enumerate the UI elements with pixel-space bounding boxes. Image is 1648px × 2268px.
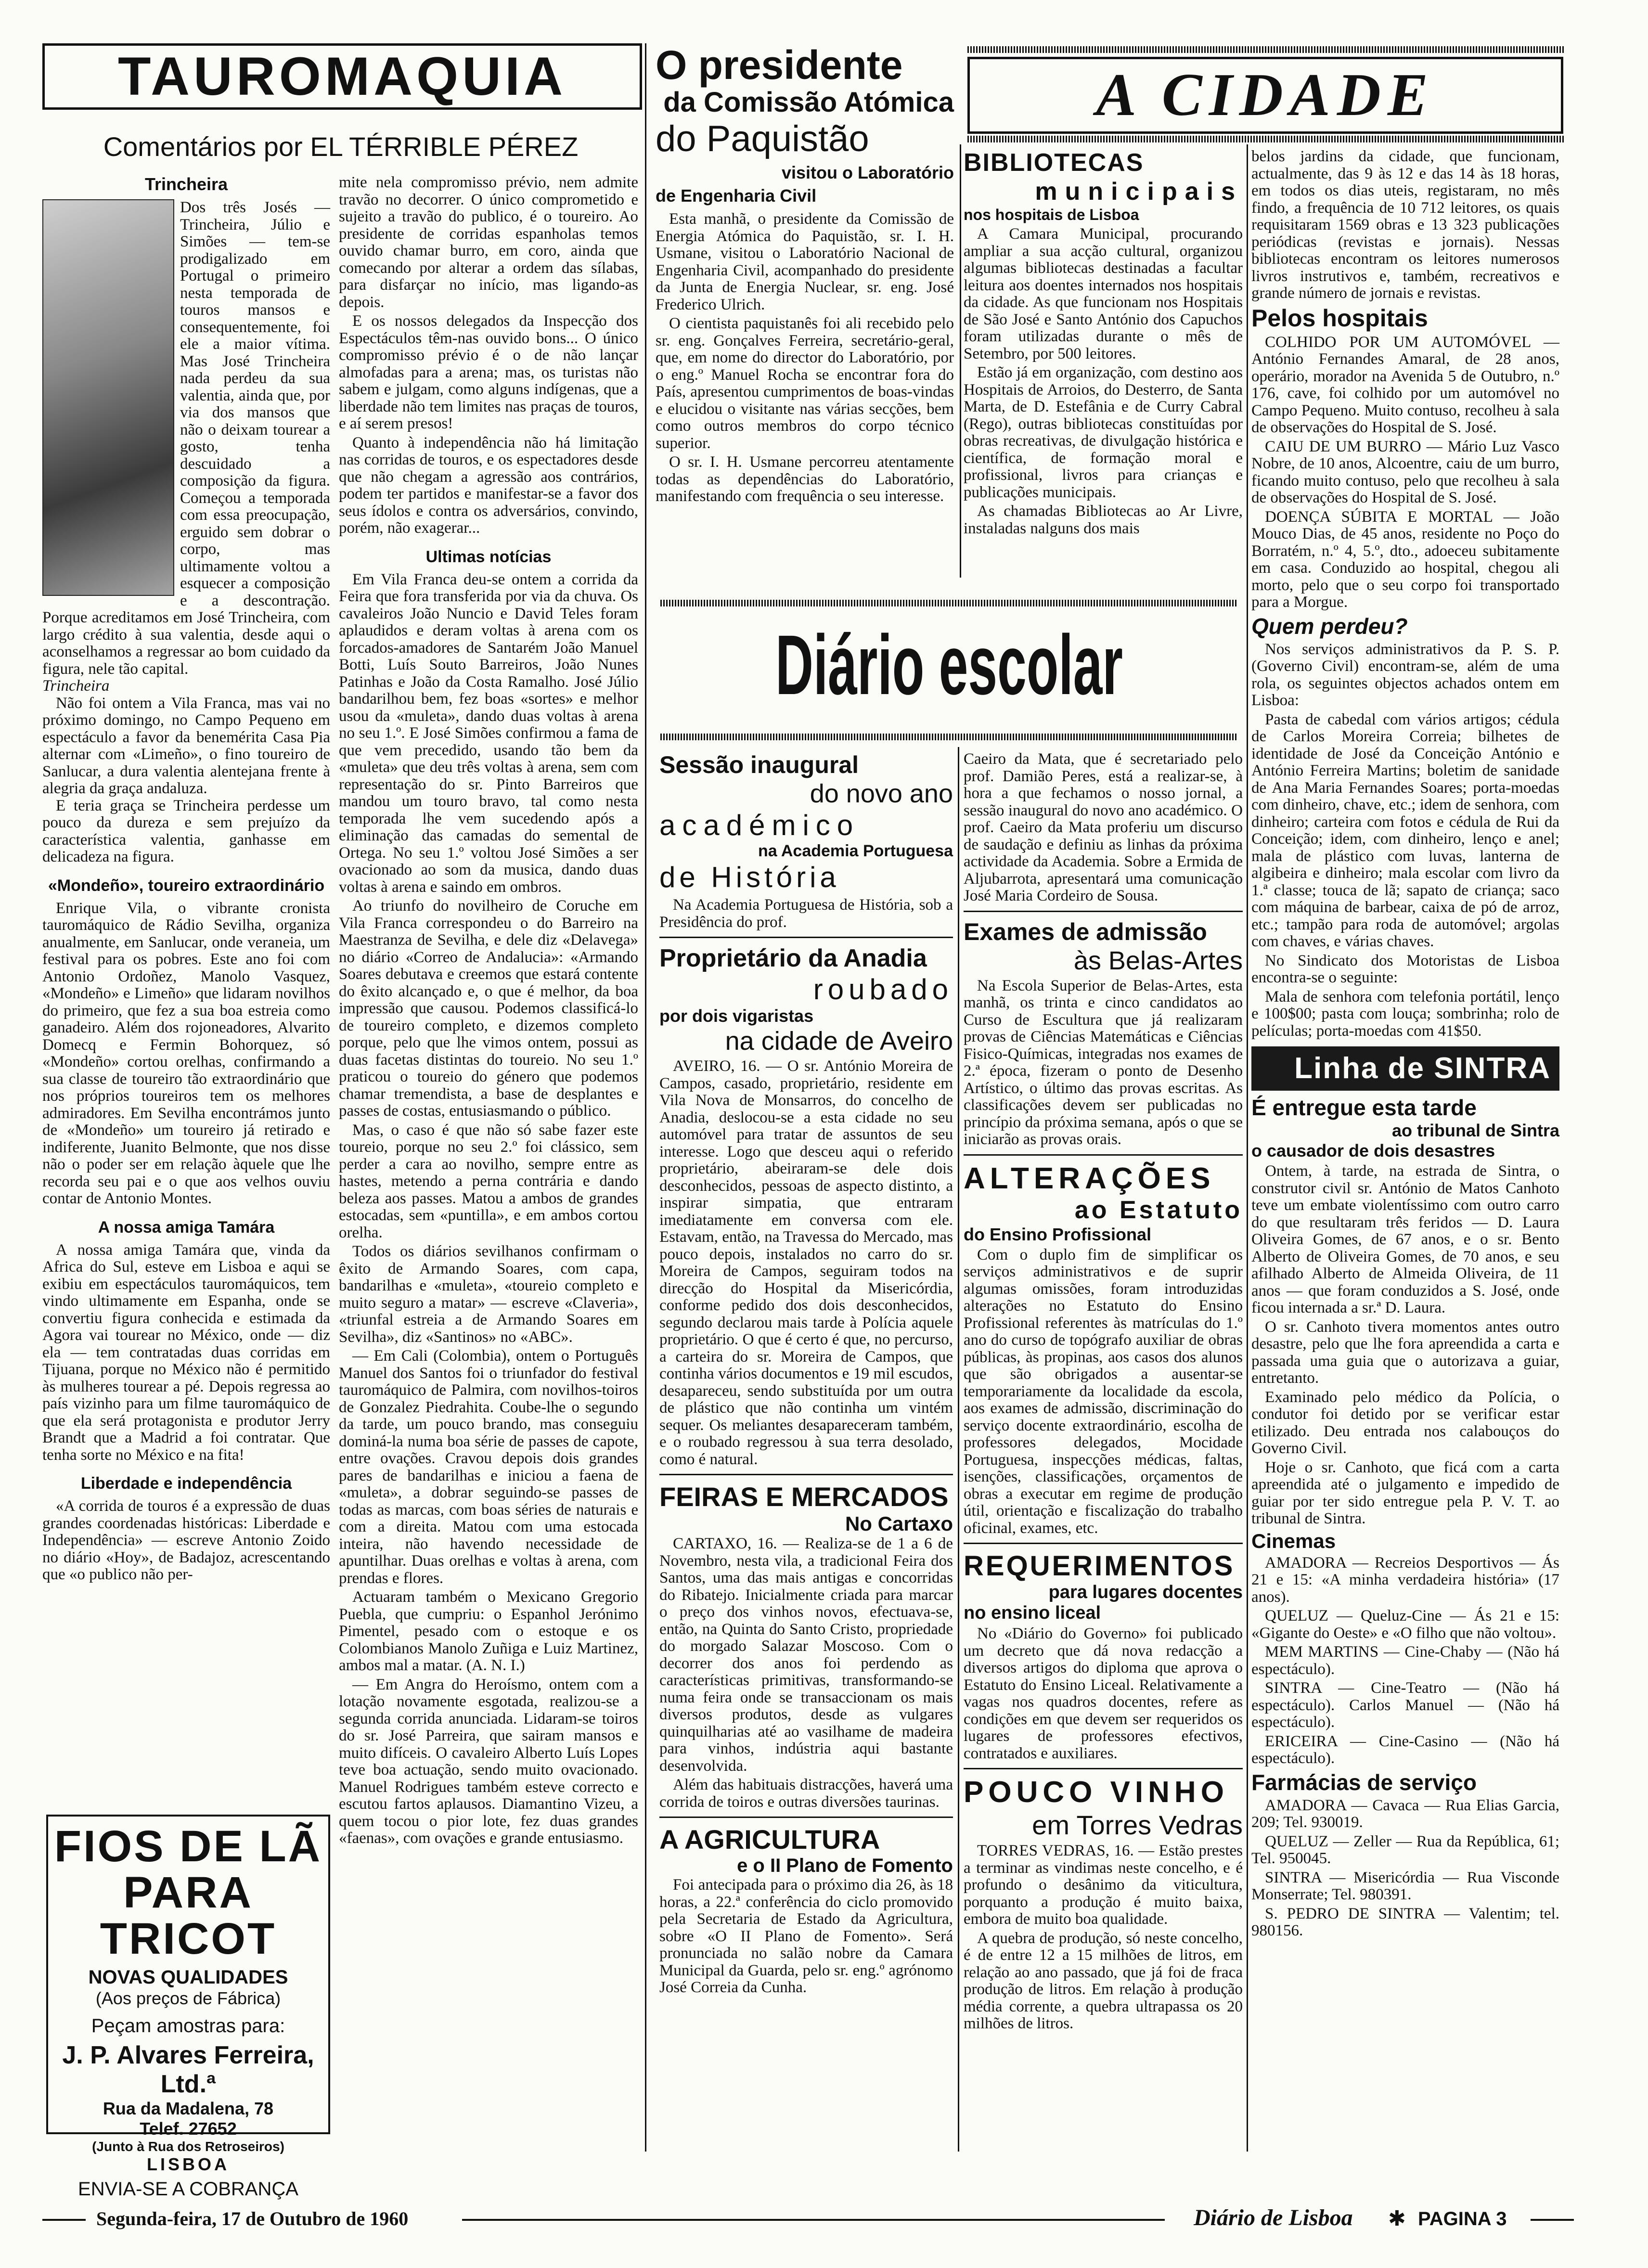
footer-line-left	[42, 2219, 86, 2221]
feiras-h1: FEIRAS E MERCADOS	[659, 1482, 949, 1512]
perdeu-heading: Quem perdeu?	[1251, 613, 1408, 639]
divider-1	[645, 43, 646, 2152]
cidade-top-bar	[967, 46, 1564, 53]
sessao-body: Na Academia Portuguesa de História, sob a Presidência do prof.	[659, 896, 953, 931]
divider-requerimentos	[964, 1543, 1243, 1544]
ad-line2: PARA TRICOT	[100, 1868, 277, 1963]
sessao-cont: Caeiro da Mata, que é secretariado pelo prof. Damião Peres, está a realizar-se, à hora a que fechamos o nosso jornal, a sessão inaugural do novo ano académico. O prof. Caeiro da Mata proferiu um discurso de saudação e definiu as linhas da próxima actividade da Academia. Sobre a Ermida de Aljubarrota, apresentará uma comunicação José Maria Cordeiro de Sousa.	[964, 750, 1243, 904]
ad-line10: LISBOA	[146, 2154, 230, 2174]
col2-p3: Quanto à independência não há limitação nas corridas de touros, e os espectadores desde que não chegam a agressão aos contrários, podem ter partidos e manifestar-se a favor dos seus ídolos e contra os adversários, convindo, porém, não exagerar...	[339, 434, 638, 537]
sessao-h2: do novo ano	[810, 779, 953, 808]
farm-p4: S. PEDRO DE SINTRA — Valentim; tel. 980156.	[1251, 1905, 1559, 1939]
tauromaquia-p3: E teria graça se Trincheira perdesse um pouco da dureza e sem prejuízo da característica valentia, ganhasse em delicadeza na figura.	[42, 797, 330, 865]
col4-p1: belos jardins da cidade, que funcionam, actualmente, das 9 às 12 e das 14 às 18 horas, em todos os dias uteis, registaram, no mês findo, a frequência de 10 712 leitores, os quais requisitaram 1569 obras e 13 323 publicações periódicas (revistas e jornais). Nessas bibliotecas encontram os leitores numerosos livros instrutivos e, também, recreativos e grande número de jornais e revistas.	[1251, 148, 1559, 302]
photo-caption: Trincheira	[42, 677, 110, 695]
sintra-banner-text: Linha de SINTRA	[1294, 1052, 1551, 1085]
ad-line7: Rua da Madalena, 78	[103, 2099, 274, 2118]
farm-p3: SINTRA — Misericórdia — Rua Visconde Monserrate; Tel. 980391.	[1251, 1869, 1559, 1903]
hospitais-heading: Pelos hospitais	[1251, 304, 1428, 332]
perdeu-p1: Nos serviços administrativos da P. S. P. (Governo Civil) encontram-se, além de uma rola, os seguintes objectos achados ontem em Lisboa:	[1251, 640, 1559, 709]
sessao-h5: de História	[659, 861, 840, 893]
cine-p4: SINTRA — Cine-Teatro — (Não há espectáculo). Carlos Manuel — (Não há espectáculo).	[1251, 1679, 1559, 1731]
heading-mondeno: «Mondeño», toureiro extraordinário	[48, 876, 325, 895]
tauromaquia-p6: «A corrida de touros é a expressão de duas grandes coordenadas históricas: Liberdade e Independência» — escreve Antonio Zoido no diário «Hoy», de Badajoz, acrescentando que «o publico não per-	[42, 1497, 330, 1583]
anadia-h4: na cidade de Aveiro	[725, 1027, 953, 1056]
col2b-p6: Actuaram também o Mexicano Gregorio Puebla, que cumpriu: o Espanhol Jerónimo Pimentel, pesado com o estoque e os Colombianos Manolo Zuñiga e Luiz Martinez, ambos mal a matar. (A. N. I.)	[339, 1588, 638, 1674]
sintra-banner	[1251, 1046, 1559, 1091]
col2-p2: E os nossos delegados da Inspecção dos Espectáculos têm-nas ouvido bons... O único compromisso prévio é o de não lançar almofadas para a arena; mas, os turistas não sabem e julgam, como alguns indígenas, que a liberdade não tem limites nas praças de touros, e aí serem presos!	[339, 312, 638, 432]
diario-top-bar	[660, 600, 1238, 606]
footer-paper: Diário de Lisboa	[1194, 2205, 1353, 2230]
req-h1: REQUERIMENTOS	[964, 1550, 1235, 1582]
farm-p2: QUELUZ — Zeller — Rua da República, 61; Tel. 950045.	[1251, 1832, 1559, 1867]
diario-title: Diário escolar	[775, 618, 1123, 712]
paquistao-t3: do Paquistão	[656, 118, 869, 159]
footer-page: PAGINA 3	[1418, 2208, 1507, 2229]
col2-p1: mite nela compromisso prévio, nem admite travão no decorrer. O único comprometido e sujeito a travão do publico, é o toureiro. Ao presidente de corridas espanholas temos ouvido chamar burro, em coro, ainda que comecando por alterar a ordem das sílabas, para disfarçar no início, mas ligando-as depois.	[339, 174, 638, 311]
paquistao-t5: de Engenharia Civil	[656, 186, 817, 206]
exames-h2: às Belas-Artes	[1073, 946, 1243, 975]
sessao-h3: académico	[659, 809, 860, 841]
divider-anadia	[659, 937, 953, 938]
bib-p2: Estão já em organização, com destino aos Hospitais de Arroios, do Desterro, de Santa Marta, de D. Estefânia e de Curry Cabral (Rego), outras bibliotecas constituídas por obras recreativas, de divulgação histórica e científica, de formação moral e profissional, livros para crianças e publicações municipais.	[964, 364, 1243, 501]
sintra-p1: Ontem, à tarde, na estrada de Sintra, o construtor civil sr. António de Matos Canhoto teve um embate violentíssimo com outro carro do que resultaram três feridos — D. Laura Oliveira Gomes, de 67 anos, e o sr. Bento Alberto de Oliveira Gomes, de 70 anos, e seu afilhado Alberto de Almeida Oliveira, de 11 anos — que foram conduzidos a S. José, onde ficou internada a sr.ª D. Laura.	[1251, 1162, 1559, 1316]
footer-star-icon: ✱	[1388, 2207, 1406, 2230]
alteracoes-h2: ao Estatuto	[1074, 1196, 1243, 1224]
paquistao-p1: Esta manhã, o presidente da Comissão de Energia Atómica do Paquistão, sr. I. H. Usmane, visitou o Laboratório Nacional de Engenharia Civil, acompanhado do presidente da Junta de Energia Nuclear, sr. eng. José Frederico Ulrich.	[656, 210, 954, 313]
divider-feiras	[659, 1474, 953, 1475]
perdeu-p3: No Sindicato dos Motoristas de Lisboa encontra-se o seguinte:	[1251, 952, 1559, 986]
ad-line3: NOVAS QUALIDADES	[88, 1967, 288, 1988]
sintra-p4: Hoje o sr. Canhoto, que ficá com a carta apreendida até o julgamento e impedido de guiar por ter sido entregue pela P. V. T. ao tribunal de Sintra.	[1251, 1458, 1559, 1527]
alteracoes-p1: Com o duplo fim de simplificar os serviços administrativos e de suprir algumas omissões, foram introduzidas alterações no Estatuto do Ensino Profissional referentes às matrículas do 1.º ano do curso de topógrafo auxiliar de obras públicas, às propinas, aos casos dos alunos que são obrigados a ausentar-se temporariamente da localidade da escola, aos exames de admissão, discriminação do serviço docente extraordinário, escolha de professores delegados, Mocidade Portuguesa, inspecções médicas, faltas, isenções, classificações, orçamentos de obras a executar em regime de produção útil, orientação e fiscalização do trabalho oficinal, exames, etc.	[964, 1246, 1243, 1537]
cine-p1: AMADORA — Recreios Desportivos — Ás 21 e 15: «A minha verdadeira história» (17 anos).	[1251, 1554, 1559, 1606]
col2b-p7: — Em Angra do Heroísmo, ontem com a lotação novamente esgotada, realizou-se a segunda corrida anunciada. Lidaram-se toiros do sr. José Parreira, que sairam mansos e muito difíceis. O cavaleiro Alberto Luís Lopes teve boa actuação, sendo muito ovacionado. Manuel Rodrigues também esteve correcto e escutou fartos aplausos. Diamantino Vizeu, a quem tocou o pior lote, fez duas grandes «faenas», com ovações e grande entusiasmo.	[339, 1675, 638, 1847]
feiras-h2: No Cartaxo	[845, 1512, 953, 1535]
ad-line8: Telef. 27652	[140, 2119, 237, 2139]
ad-line1: FIOS DE LÃ	[54, 1822, 322, 1871]
ad-line6: J. P. Alvares Ferreira, Ltd.ª	[62, 2041, 314, 2098]
req-h2: para lugares docentes	[1048, 1582, 1243, 1602]
diario-col2	[964, 751, 1243, 2035]
heading-ultimas: Ultimas notícias	[425, 547, 552, 566]
feiras-p1: CARTAXO, 16. — Realiza-se de 1 a 6 de Novembro, nesta vila, a tradicional Feira dos Santos, uma das mais antigas e concorridas do Ribatejo. Inicialmente criada para marcar o preço dos vinhos novos, efectuava-se, então, na Quinta do Santo Cristo, propriedade do morgado Salazar Moscoso. Com o decorrer dos anos foi perdendo as características primitivas, transformando-se numa feira onde se transaccionam os mais diversos produtos, desde as vulgares quinquilharias até ao vasilhame de madeira para vinhos, indústria aqui bastante desenvolvida.	[659, 1535, 953, 1775]
anadia-h3: por dois vigaristas	[659, 1006, 814, 1026]
sessao-h1: Sessão inaugural	[659, 751, 859, 778]
hosp-p1: COLHIDO POR UM AUTOMÓVEL — António Fernandes Amaral, de 28 anos, operário, morador na Avenida 5 de Outubro, n.º 176, cave, foi colhido por um automóvel no Campo Pequeno. Muito contuso, recolheu à sala de observações do Hospital de S. José.	[1251, 333, 1559, 436]
bib-p1: A Camara Municipal, procurando ampliar a sua acção cultural, organizou algumas bibliotecas destinadas a facultar leitura aos doentes internados nos hospitais da cidade. As que funcionam nos Hospitais de São José e Santo António dos Capuchos foram utilizadas durante o mês de Setembro, por 500 leitores.	[964, 225, 1243, 362]
bib-heading: BIBLIOTECAS	[964, 149, 1144, 177]
anadia-h2: roubado	[813, 973, 953, 1005]
cine-p5: ERICEIRA — Cine-Casino — (Não há espectáculo).	[1251, 1732, 1559, 1767]
advertisement-fios-de-la	[46, 1815, 330, 2200]
cinemas-heading: Cinemas	[1251, 1529, 1336, 1552]
col2b-p5: — Em Cali (Colombia), ontem o Português Manuel dos Santos foi o triunfador do festival tauromáquico de Palmira, com novilhos-toiros de Gonzalez Piedrahita. Coube-lhe o segundo da tarde, um pouco brando, mas conseguiu dominá-la numa boa série de passes de capote, entre ovações. Cravou depois dois grandes pares de bandarilhas e iniciou a faena de «muleta», a dobrar seguindo-se passes de todas as marcas, com boas séries de naturais e com a direita. Matou com uma estocada inteira, não havendo necessidade de apuntilhar. Duas orelhas e voltas à arena, com prendas e flores.	[339, 1347, 638, 1587]
anadia-p1: AVEIRO, 16. — O sr. António Moreira de Campos, casado, proprietário, residente em Vila Nova de Monsarros, do concelho de Anadia, deslocou-se a esta cidade no seu automóvel para tratar de assuntos de seu interesse. Logo que desceu aqui o referido proprietário, abeiraram-se dele dois desconhecidos, pessoas de aspecto distinto, a inspirar simpatia, que entraram imediatamente em conversa com ele. Estavam, então, na Travessa do Mercado, mas pouco depois, instalados no carro do sr. Moreira de Campos, seguiram todos na direcção do Hospital da Misericórdia, conforme pedido dos dois desconhecidos, segundo declarou mais tarde à Polícia aquele proprietário. O que é certo é que, no percurso, a carteira do sr. Moreira de Campos, que continha vários documentos e 19 mil escudos, desapareceu, sendo substituída por um outra de plástico que não continha um vintém sequer. Os meliantes desapareceram também, e o roubado regressou à sua terra desolado, como é natural.	[659, 1057, 953, 1468]
divider-4	[958, 747, 959, 2152]
anadia-h1: Proprietário da Anadia	[659, 944, 927, 972]
divider-agri	[659, 1817, 953, 1818]
col2b-p1: Em Vila Franca deu-se ontem a corrida da Feira que fora transferida por via da chuva. Os cavaleiros João Nuncio e David Teles foram aplaudidos e deram voltas à arena com os forcados-amadores de Santarém João Manuel Botti, Luís Souto Barreiros, João Nunes Patinhas e João da Costa Ramalho. José Júlio bandarilhou bem, fez boas «sortes» e melhor usou da «muleta», dando duas voltas à arena no seu 1.º. E José Simões confirmou a fama de que vem precedido, usando tão bem da «muleta» que deu três voltas à arena, sem com representação do sr. Pinto Barreiros que mandou um touro bravo, tal como nesta temporada lhe vem sucedendo após a eliminação das camadas do semental de Ortega. No seu 1.º voltou José Simões a ser ovacionado ao som da musica, dando duas voltas à arena e saindo em ombros.	[339, 570, 638, 896]
cidade-bottom-bar	[967, 136, 1564, 142]
col2b-p4: Todos os diários sevilhanos confirmam o êxito de Armando Soares, com capa, bandarilhas e «muleta», «toureio completo e muito seguro a matar» — escreve «Claveria», «triunfal estreia a de Armando Soares em Sevilha», diz «Santinos» no «ABC».	[339, 1243, 638, 1346]
paquistao-p3: O sr. I. H. Usmane percorreu atentamente todas as dependências do Laboratório, manifestando com frequência o seu interesse.	[656, 453, 954, 505]
photo-trincheira	[42, 199, 174, 596]
req-p1: No «Diário do Governo» foi publicado um decreto que dá nova redacção a diversos artigos do diploma que aprova o Estatuto do Ensino Liceal. Relativamente a vagas nos quadros docentes, refere as condições em que devem ser requeridos os lugares de professores efectivos, contratados e auxiliares.	[964, 1625, 1243, 1762]
cidade-col4	[1251, 148, 1559, 1942]
pv-h2: em Torres Vedras	[1032, 1810, 1243, 1840]
cidade-title-box	[967, 57, 1563, 134]
sintra-p3: Examinado pelo médico da Polícia, o condutor foi detido por se verificar estar etilizado. Deu entrada nos calabouços do Governo Civil.	[1251, 1388, 1559, 1457]
ad-line11: ENVIA-SE A COBRANÇA	[78, 2178, 298, 2200]
alteracoes-h1: ALTERAÇÕES	[964, 1161, 1215, 1195]
heading-trincheira: Trincheira	[144, 174, 228, 194]
heading-liberdade: Liberdade e independência	[80, 1474, 292, 1493]
ad-line9: (Junto à Rua dos Retroseiros)	[92, 2139, 284, 2154]
tauromaquia-col1	[42, 174, 330, 1584]
sintra-h2: ao tribunal de Sintra	[1391, 1121, 1559, 1140]
sessao-h4: na Academia Portuguesa	[758, 842, 953, 860]
ad-line4: (Aos preços de Fábrica)	[95, 1988, 281, 2008]
divider-2	[960, 144, 961, 578]
diario-bottom-bar	[660, 734, 1238, 740]
tauromaquia-p4: Enrique Vila, o vibrante cronista tauromáquico de Rádio Sevilha, organiza anualmente, em Sanlucar, onde veraneia, um festival para os pobres. Este ano foi com Antonio Ordoñez, Manolo Vasquez, «Mondeño» e Limeño» que lidaram novilhos do primeiro, que fez a sua boa estreia como ganadeiro. Além dos rojoneadores, Alvarito Domecq e Fermin Bohorquez, só «Mondeño» cortou orelhas, confirmando a sua classe de toureiro tão extraordinário que nos próprios toureiros tem os melhores admiradores. Em Sevilha encontrámos junto de «Mondeño» um toureiro já retirado e indiferente, Juanito Belmonte, que nos disse não o poder ser em relação àquele que lhe recorda seu pai e o que aos velhos ouviu contar de Antonio Montes.	[42, 899, 330, 1207]
pv-p1: TORRES VEDRAS, 16. — Estão prestes a terminar as vindimas neste concelho, e é profundo o desânimo da viticultura, porquanto a produção é muito baixa, embora de muito boa qualidade.	[964, 1842, 1243, 1928]
footer-line-mid	[462, 2219, 1165, 2221]
col2b-p2: Ao triunfo do novilheiro de Coruche em Vila Franca correspondeu o do Barreiro na Maestranza de Sevilha, e dele diz «Delavega» no diário «Correo de Andalucia»: «Armando Soares debutava e creemos que estará contente do êxito alcançado e, o que é melhor, da boa impressão que causou. Podemos classificá-lo de toureiro completo, e dizemos completo porque, pelo que lhe vimos ontem, possui as duas facetas distintas do toureio. No seu 1.º praticou o toureio do género que podemos chamar tremendista, a base de desplantes e passes de costas, entusiasmando o público.	[339, 897, 638, 1120]
paquistao-article	[656, 43, 954, 507]
agri-p1: Foi antecipada para o próximo dia 26, às 18 horas, a 22.ª conferência do ciclo promovido pela Secretaria de Estado da Agricultura, sobre «O II Plano de Fomento». Será pronunciada no salão nobre da Camara Municipal da Guarda, pelo sr. eng.º agrónomo José Correia da Cunha.	[659, 1876, 953, 1996]
farmacias-heading: Farmácias de serviço	[1251, 1769, 1477, 1795]
perdeu-p2: Pasta de cabedal com vários artigos; cédula de Carlos Moreira Correia; bilhetes de identidade de José da Conceição António e António Ferreira Martins; boletim de sanidade de Ana Maria Fernandes Soares; porta-moedas com dinheiro, chave, etc.; idem de senhora, com dinheiro; carteira com fotos e cédula de Rui da Conceição; idem, com dinheiro, lenço e anel; mala de plástico com luvas, lanterna de algibeira e dinheiro; mala escolar com livro da 1.ª classe; touca de lã; sapato de criança; saco com máquina de barbear, caixa de pó de arroz, etc.; tampão para roda de automóvel; argolas com chaves, e várias chaves.	[1251, 710, 1559, 950]
req-h3: no ensino liceal	[964, 1603, 1101, 1623]
paquistao-p2: O cientista paquistanês foi ali recebido pelo sr. eng. Gonçalves Ferreira, secretário-geral, que, em nome do director do Laboratório, por o eng.º Manuel Rocha se encontrar fora do País, apresentou cumprimentos de boas-vindas e elucidou o visitante nas várias secções, bem como outros membros do corpo técnico superior.	[656, 315, 954, 452]
tauromaquia-p5: A nossa amiga Tamára que, vinda da Africa do Sul, esteve em Lisboa e aqui se exibiu em espectáculos tauromáquicos, tem vindo ultimamente em Espanha, onde se convertiu figura conhecida e estimada da Agora vai tourear no México, onde — diz ela — tem contratadas duas corridas em Tijuana, porque no México não é permitido às mulheres tourear a pé. Depois regressa ao país vizinho para um filme tauromáquico de que ela será protagonista e produtor Jerry Brandt que a Madrid a foi contratar. Que tenha sorte no México e na fita!	[42, 1241, 330, 1464]
cidade-title: A CIDADE	[1096, 62, 1435, 129]
tauromaquia-intro: Dos três Josés — Trincheira, Júlio e Simões — tem-se prodigalizado em Portugal o primeiro nesta temporada de touros mansos e consequentemente, foi ele a maior vítima. Mas José Trincheira nada perdeu da sua valentia, ainda que, por via dos mansos que não o deixam tourear a gosto, tenha descuidado a composição da figura. Começou a temporada com essa preocupação, erguido sem dobrar o corpo, mas ultimamente voltou a esquecer a composição e a descontração. Porque acreditamos em José Trincheira, com largo crédito à sua valentia, desde aqui o aconselhamos a regressar ao bom cuidado da figura, nele tão capital.	[42, 199, 330, 678]
divider-alteracoes	[964, 1154, 1243, 1156]
feiras-p2: Além das habituais distracções, haverá uma corrida de toiros e outras diversões taurinas.	[659, 1776, 953, 1811]
paquistao-t4: visitou o Laboratório	[781, 163, 954, 182]
paquistao-t1: O presidente	[656, 42, 903, 88]
sessao-article	[659, 751, 953, 1998]
hosp-p3: DOENÇA SÚBITA E MORTAL — João Mouco Dias, de 45 anos, residente no Poço do Borratém, n.º 4, 5.º, dto., adoeceu subitamente em casa. Conduzido ao hospital, chegou ali morto, pelo que o seu corpo foi transportado para a Morgue.	[1251, 508, 1559, 611]
farm-p1: AMADORA — Cavaca — Rua Elias Garcia, 209; Tel. 930019.	[1251, 1796, 1559, 1831]
footer-date: Segunda-feira, 17 de Outubro de 1960	[96, 2208, 409, 2229]
agri-h2: e o II Plano de Fomento	[737, 1855, 953, 1876]
tauromaquia-title: TAUROMAQUIA	[117, 46, 567, 106]
divider-pouco-vinho	[964, 1768, 1243, 1769]
footer-line-right	[1531, 2219, 1574, 2221]
bib-heading3: nos hospitais de Lisboa	[964, 206, 1139, 223]
tauromaquia-col2	[339, 174, 638, 1849]
col2b-p3: Mas, o caso é que não só sabe fazer este toureio, porque no seu 2.º foi clássico, sem perder a cara ao novilho, sempre entre as hastes, metendo a perna contrária e dando beleza aos passes. Matou a ambos de grandes estocadas, sem «puntilla», e em ambos cortou orelha.	[339, 1121, 638, 1241]
paquistao-t2: da Comissão Atómica	[663, 87, 954, 118]
cine-p3: MEM MARTINS — Cine-Chaby — (Não há espectáculo).	[1251, 1643, 1559, 1678]
sintra-h3: o causador de dois desastres	[1251, 1141, 1495, 1160]
tauromaquia-p2: Não foi ontem a Vila Franca, mas vai no próximo domingo, no Campo Pequeno em espectáculo a favor da benemérita Casa Pia alternar com «Limeño», o fino toureiro de Sanlucar, a dura valentia alentejana frente à alegria da graça andaluza.	[42, 694, 330, 797]
hosp-p2: CAIU DE UM BURRO — Mário Luz Vasco Nobre, de 10 anos, Alcoentre, caiu de um burro, ficando muito contuso, pelo que recolheu à sala de observações do Hospital de S. José.	[1251, 438, 1559, 506]
sintra-p2: O sr. Canhoto tivera momentos antes outro desastre, pelo que lhe fora apreendida a carta e passada uma guia que o autorizava a guiar, entretanto.	[1251, 1318, 1559, 1387]
perdeu-p4: Mala de senhora com telefonia portátil, lenço e 100$00; pasta com louça; sombrinha; rolo de películas; porta-moedas com 41$50.	[1251, 988, 1559, 1040]
alteracoes-h3: do Ensino Profissional	[964, 1224, 1152, 1244]
bib-p3: As chamadas Bibliotecas ao Ar Livre, instaladas nalguns dos mais	[964, 503, 1243, 537]
heading-tamara: A nossa amiga Tamára	[98, 1218, 275, 1237]
divider-exames	[964, 911, 1243, 912]
sintra-h1: É entregue esta tarde	[1251, 1095, 1477, 1120]
exames-p1: Na Escola Superior de Belas-Artes, esta manhã, os trinta e cinco candidatos ao Curso de Escultura que já realizaram provas de Ciências Matemáticas e Ciências Fisico-Químicas, integradas nos exames de 2.ª época, fizeram o ponto de Desenho Artístico, o último das provas escritas. As classificações devem ser publicadas no princípio da próxima semana, após o que se iniciarão as provas orais.	[964, 977, 1243, 1148]
exames-h1: Exames de admissão	[964, 918, 1207, 945]
pv-p2: A quebra de produção, só neste concelho, é de entre 12 a 15 milhões de litros, em relação ao ano passado, que já foi de fraca produção de litros. Em relação à produção média corrente, a quebra ultrapassa os 20 milhões de litros.	[964, 1929, 1243, 2032]
tauromaquia-title-box	[42, 43, 642, 110]
bibliotecas-article	[964, 148, 1243, 539]
divider-3	[1247, 144, 1248, 2152]
tauromaquia-byline: Comentários por EL TÉRRIBLE PÉREZ	[103, 131, 579, 162]
bib-heading2: municipais	[1035, 178, 1243, 206]
agri-h1: A AGRICULTURA	[659, 1824, 880, 1855]
cine-p2: QUELUZ — Queluz-Cine — Ás 21 e 15: «Gigante do Oeste» e «O filho que não voltou».	[1251, 1607, 1559, 1642]
ad-line5: Peçam amostras para:	[91, 2015, 285, 2036]
pv-h1: POUCO VINHO	[964, 1776, 1229, 1809]
